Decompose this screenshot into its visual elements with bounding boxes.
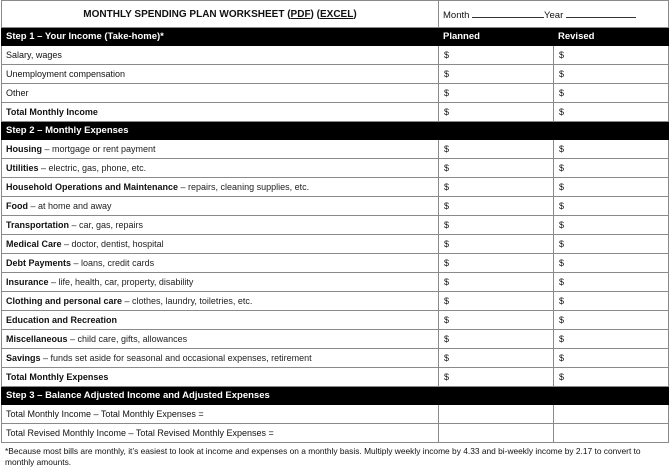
expense-label: Miscellaneous (6, 334, 68, 344)
income-row (2, 84, 669, 103)
planned-amount-field[interactable]: $ (439, 311, 554, 330)
expense-row (2, 349, 669, 368)
expense-label-cell (2, 311, 439, 330)
year-label: Year (544, 9, 564, 21)
year-field[interactable] (566, 8, 636, 18)
total-income-label: Total Monthly Income (2, 103, 439, 122)
expense-description: – life, health, car, property, disability (48, 277, 194, 287)
expense-row (2, 197, 669, 216)
expense-label: Debt Payments (6, 258, 72, 268)
revised-amount-field[interactable]: $ (554, 292, 669, 311)
worksheet-title-cell: MONTHLY SPENDING PLAN WORKSHEET (PDF) (EXCEL) (2, 1, 439, 28)
total-expenses-row (2, 368, 669, 387)
expense-label: Clothing and personal care (6, 296, 123, 306)
month-field[interactable] (472, 8, 544, 18)
expense-description: – doctor, dentist, hospital (61, 239, 164, 249)
expense-row (2, 159, 669, 178)
revised-amount-field[interactable]: $ (554, 349, 669, 368)
revised-amount-field[interactable]: $ (554, 254, 669, 273)
planned-amount-field[interactable]: $ (439, 254, 554, 273)
revised-amount-field[interactable]: $ (554, 216, 669, 235)
income-label: Other (2, 84, 439, 103)
revised-amount-field[interactable]: $ (554, 65, 669, 84)
expense-row (2, 216, 669, 235)
step2-header-row (2, 122, 669, 140)
worksheet-title: MONTHLY SPENDING PLAN WORKSHEET (83, 8, 285, 20)
expense-label-cell (2, 330, 439, 349)
expense-description: – electric, gas, phone, etc. (38, 163, 147, 173)
expense-label-cell (2, 197, 439, 216)
planned-amount-field[interactable]: $ (439, 330, 554, 349)
expense-description: – car, gas, repairs (69, 220, 144, 230)
planned-total-income-field[interactable]: $ (439, 103, 554, 122)
planned-amount-field[interactable]: $ (439, 84, 554, 103)
expense-row (2, 235, 669, 254)
expense-label-cell (2, 349, 439, 368)
expense-label: Housing (6, 144, 42, 154)
revised-amount-field[interactable]: $ (554, 235, 669, 254)
planned-total-expenses-field[interactable]: $ (439, 368, 554, 387)
income-label: Salary, wages (2, 46, 439, 65)
income-label: Unemployment compensation (2, 65, 439, 84)
expense-label: Insurance (6, 277, 49, 287)
revised-column-header: Revised (554, 28, 669, 46)
step3-header-row (2, 387, 669, 405)
month-year-cell (439, 1, 669, 28)
income-row (2, 65, 669, 84)
planned-amount-field[interactable]: $ (439, 292, 554, 311)
expense-description: – mortgage or rent payment (42, 144, 156, 154)
revised-amount-field[interactable]: $ (554, 84, 669, 103)
expense-description: – funds set aside for seasonal and occasional expenses, retirement (40, 353, 312, 363)
excel-link[interactable]: EXCEL (320, 8, 354, 20)
expense-label-cell (2, 235, 439, 254)
total-expenses-label: Total Monthly Expenses (2, 368, 439, 387)
income-row (2, 46, 669, 65)
revised-amount-field[interactable]: $ (554, 46, 669, 65)
expense-label-cell (2, 216, 439, 235)
expense-label: Medical Care (6, 239, 62, 249)
expense-description: – repairs, cleaning supplies, etc. (178, 182, 310, 192)
expense-row (2, 140, 669, 159)
expense-row (2, 311, 669, 330)
expense-label-cell (2, 178, 439, 197)
expense-description: – at home and away (28, 201, 112, 211)
footnote: *Because most bills are monthly, it’s easiest to look at income and expenses on a monthly basis. Multiply weekly income by 4.33 and bi-weekly income by 2.17 to convert to monthly amounts. (5, 446, 641, 467)
planned-balance-field[interactable] (439, 424, 554, 443)
revised-total-expenses-field[interactable]: $ (554, 368, 669, 387)
expense-label-cell (2, 273, 439, 292)
expense-row (2, 178, 669, 197)
expense-label-cell (2, 140, 439, 159)
expense-label: Education and Recreation (6, 315, 118, 325)
expense-description: – clothes, laundry, toiletries, etc. (122, 296, 253, 306)
planned-amount-field[interactable]: $ (439, 273, 554, 292)
planned-amount-field[interactable]: $ (439, 197, 554, 216)
planned-amount-field[interactable]: $ (439, 65, 554, 84)
expense-label: Savings (6, 353, 41, 363)
planned-balance-field[interactable] (439, 405, 554, 424)
expense-label: Utilities (6, 163, 39, 173)
balance-row (2, 424, 669, 443)
step3-heading: Step 3 – Balance Adjusted Income and Adjusted Expenses (2, 387, 669, 405)
step1-heading: Step 1 – Your Income (Take-home)* (2, 28, 439, 46)
revised-amount-field[interactable]: $ (554, 159, 669, 178)
planned-amount-field[interactable]: $ (439, 178, 554, 197)
step2-heading: Step 2 – Monthly Expenses (2, 122, 669, 140)
expense-row (2, 273, 669, 292)
planned-amount-field[interactable]: $ (439, 159, 554, 178)
expense-label-cell (2, 254, 439, 273)
revised-amount-field[interactable]: $ (554, 197, 669, 216)
balance-label: Total Revised Monthly Income – Total Revised Monthly Expenses = (2, 424, 439, 443)
expense-label-cell (2, 292, 439, 311)
expense-label: Household Operations and Maintenance (6, 182, 179, 192)
expense-label: Food (6, 201, 28, 211)
revised-total-income-field[interactable]: $ (554, 103, 669, 122)
planned-amount-field[interactable]: $ (439, 140, 554, 159)
expense-row (2, 330, 669, 349)
expense-label-cell (2, 159, 439, 178)
total-income-row (2, 103, 669, 122)
month-label: Month (443, 9, 470, 21)
planned-column-header: Planned (439, 28, 554, 46)
revised-amount-field[interactable]: $ (554, 330, 669, 349)
planned-amount-field[interactable]: $ (439, 46, 554, 65)
revised-amount-field[interactable]: $ (554, 311, 669, 330)
expense-row (2, 292, 669, 311)
planned-amount-field[interactable]: $ (439, 349, 554, 368)
revised-balance-field[interactable] (554, 424, 669, 443)
revised-amount-field[interactable]: $ (554, 140, 669, 159)
expense-row (2, 254, 669, 273)
revised-amount-field[interactable]: $ (554, 178, 669, 197)
revised-amount-field[interactable]: $ (554, 273, 669, 292)
expense-description: – child care, gifts, allowances (67, 334, 188, 344)
step1-header-row (2, 28, 669, 46)
revised-balance-field[interactable] (554, 405, 669, 424)
pdf-link[interactable]: PDF (290, 8, 311, 20)
balance-row (2, 405, 669, 424)
title-row (2, 1, 669, 28)
planned-amount-field[interactable]: $ (439, 216, 554, 235)
expense-label: Transportation (6, 220, 70, 230)
expense-description: – loans, credit cards (71, 258, 155, 268)
planned-amount-field[interactable]: $ (439, 235, 554, 254)
worksheet-table (1, 0, 669, 443)
balance-label: Total Monthly Income – Total Monthly Expenses = (2, 405, 439, 424)
